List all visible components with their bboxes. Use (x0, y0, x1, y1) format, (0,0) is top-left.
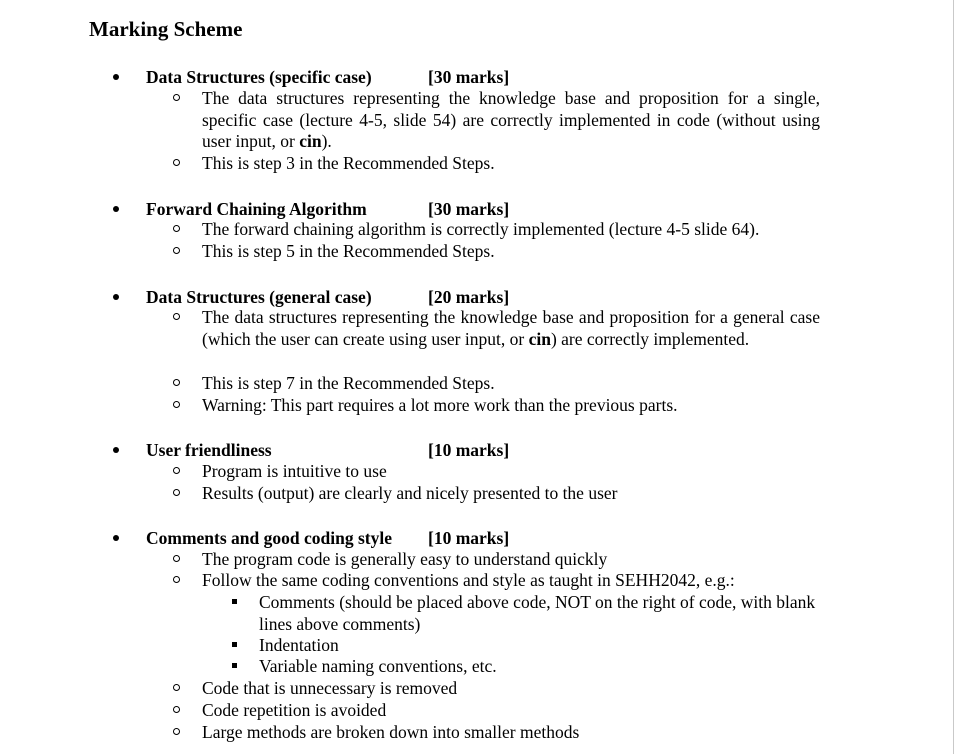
detail-text: Follow the same coding conventions and style as taught in SEHH2042, e.g.: (202, 570, 735, 590)
circle-bullet-icon (173, 728, 180, 735)
circle-bullet-icon (173, 94, 180, 101)
detail-text: The program code is generally easy to understand quickly (202, 549, 608, 569)
detail-text: Large methods are broken down into smaller methods (202, 722, 580, 742)
criterion-title: Data Structures (specific case) (146, 67, 372, 87)
detail-text (202, 307, 820, 350)
criterion-title: Forward Chaining Algorithm (146, 199, 367, 219)
criterion-title: User friendliness (146, 440, 272, 460)
circle-bullet-icon (173, 247, 180, 254)
criterion-heading (113, 198, 813, 220)
circle-bullet-icon (173, 379, 180, 386)
convention-text: Variable naming conventions, etc. (259, 656, 497, 676)
circle-bullet-icon (173, 225, 180, 232)
detail-text-part: The data structures representing the knowledge base and proposition for a general case (which the user can create using user input, or (202, 307, 820, 349)
convention-text: Comments (should be placed above code, NOT on the right of code, with blank lines above comments) (259, 592, 816, 634)
criterion-marks: [20 marks] (428, 287, 510, 307)
detail-text: Code repetition is avoided (202, 700, 387, 720)
criterion-heading (113, 527, 813, 549)
bullet-icon (113, 535, 119, 541)
criterion-marks: [10 marks] (428, 440, 510, 460)
bullet-icon (113, 206, 119, 212)
circle-bullet-icon (173, 555, 180, 562)
detail-text: Results (output) are clearly and nicely presented to the user (202, 483, 618, 503)
bullet-icon (113, 74, 119, 80)
circle-bullet-icon (173, 489, 180, 496)
circle-bullet-icon (173, 159, 180, 166)
square-bullet-icon (232, 642, 237, 647)
code-keyword: cin (299, 131, 322, 151)
detail-text: Warning: This part requires a lot more work than the previous parts. (202, 395, 678, 415)
criterion-heading (113, 439, 813, 461)
bullet-icon (113, 447, 119, 453)
square-bullet-icon (232, 663, 237, 668)
criterion-heading (113, 286, 813, 308)
detail-text: This is step 5 in the Recommended Steps. (202, 241, 495, 261)
detail-text: This is step 7 in the Recommended Steps. (202, 373, 495, 393)
circle-bullet-icon (173, 576, 180, 583)
criterion-marks: [10 marks] (428, 528, 510, 548)
criterion-title: Comments and good coding style (146, 528, 392, 548)
detail-text (202, 88, 820, 153)
detail-text-part: ). (321, 131, 332, 151)
code-keyword: cin (528, 328, 551, 349)
criterion-title: Data Structures (general case) (146, 287, 372, 307)
detail-text-part: The data structures representing the knowledge base and proposition for a single, specific case (lecture 4-5, slide 54) are correctly implemented in code (without using user input, or (202, 88, 820, 151)
square-bullet-icon (232, 599, 237, 604)
criterion-heading (113, 66, 813, 88)
convention-text: Indentation (259, 635, 339, 655)
detail-text: Program is intuitive to use (202, 461, 387, 481)
criterion-marks: [30 marks] (428, 199, 510, 219)
circle-bullet-icon (173, 313, 180, 320)
circle-bullet-icon (173, 401, 180, 408)
detail-text-part: ) are correctly implemented. (550, 328, 750, 349)
circle-bullet-icon (173, 467, 180, 474)
page-title: Marking Scheme (89, 17, 243, 41)
criterion-marks: [30 marks] (428, 67, 510, 87)
detail-text: This is step 3 in the Recommended Steps. (202, 153, 495, 173)
detail-text: The forward chaining algorithm is correctly implemented (lecture 4-5 slide 64). (202, 219, 760, 239)
detail-text: Code that is unnecessary is removed (202, 678, 458, 698)
bullet-icon (113, 294, 119, 300)
circle-bullet-icon (173, 684, 180, 691)
circle-bullet-icon (173, 706, 180, 713)
